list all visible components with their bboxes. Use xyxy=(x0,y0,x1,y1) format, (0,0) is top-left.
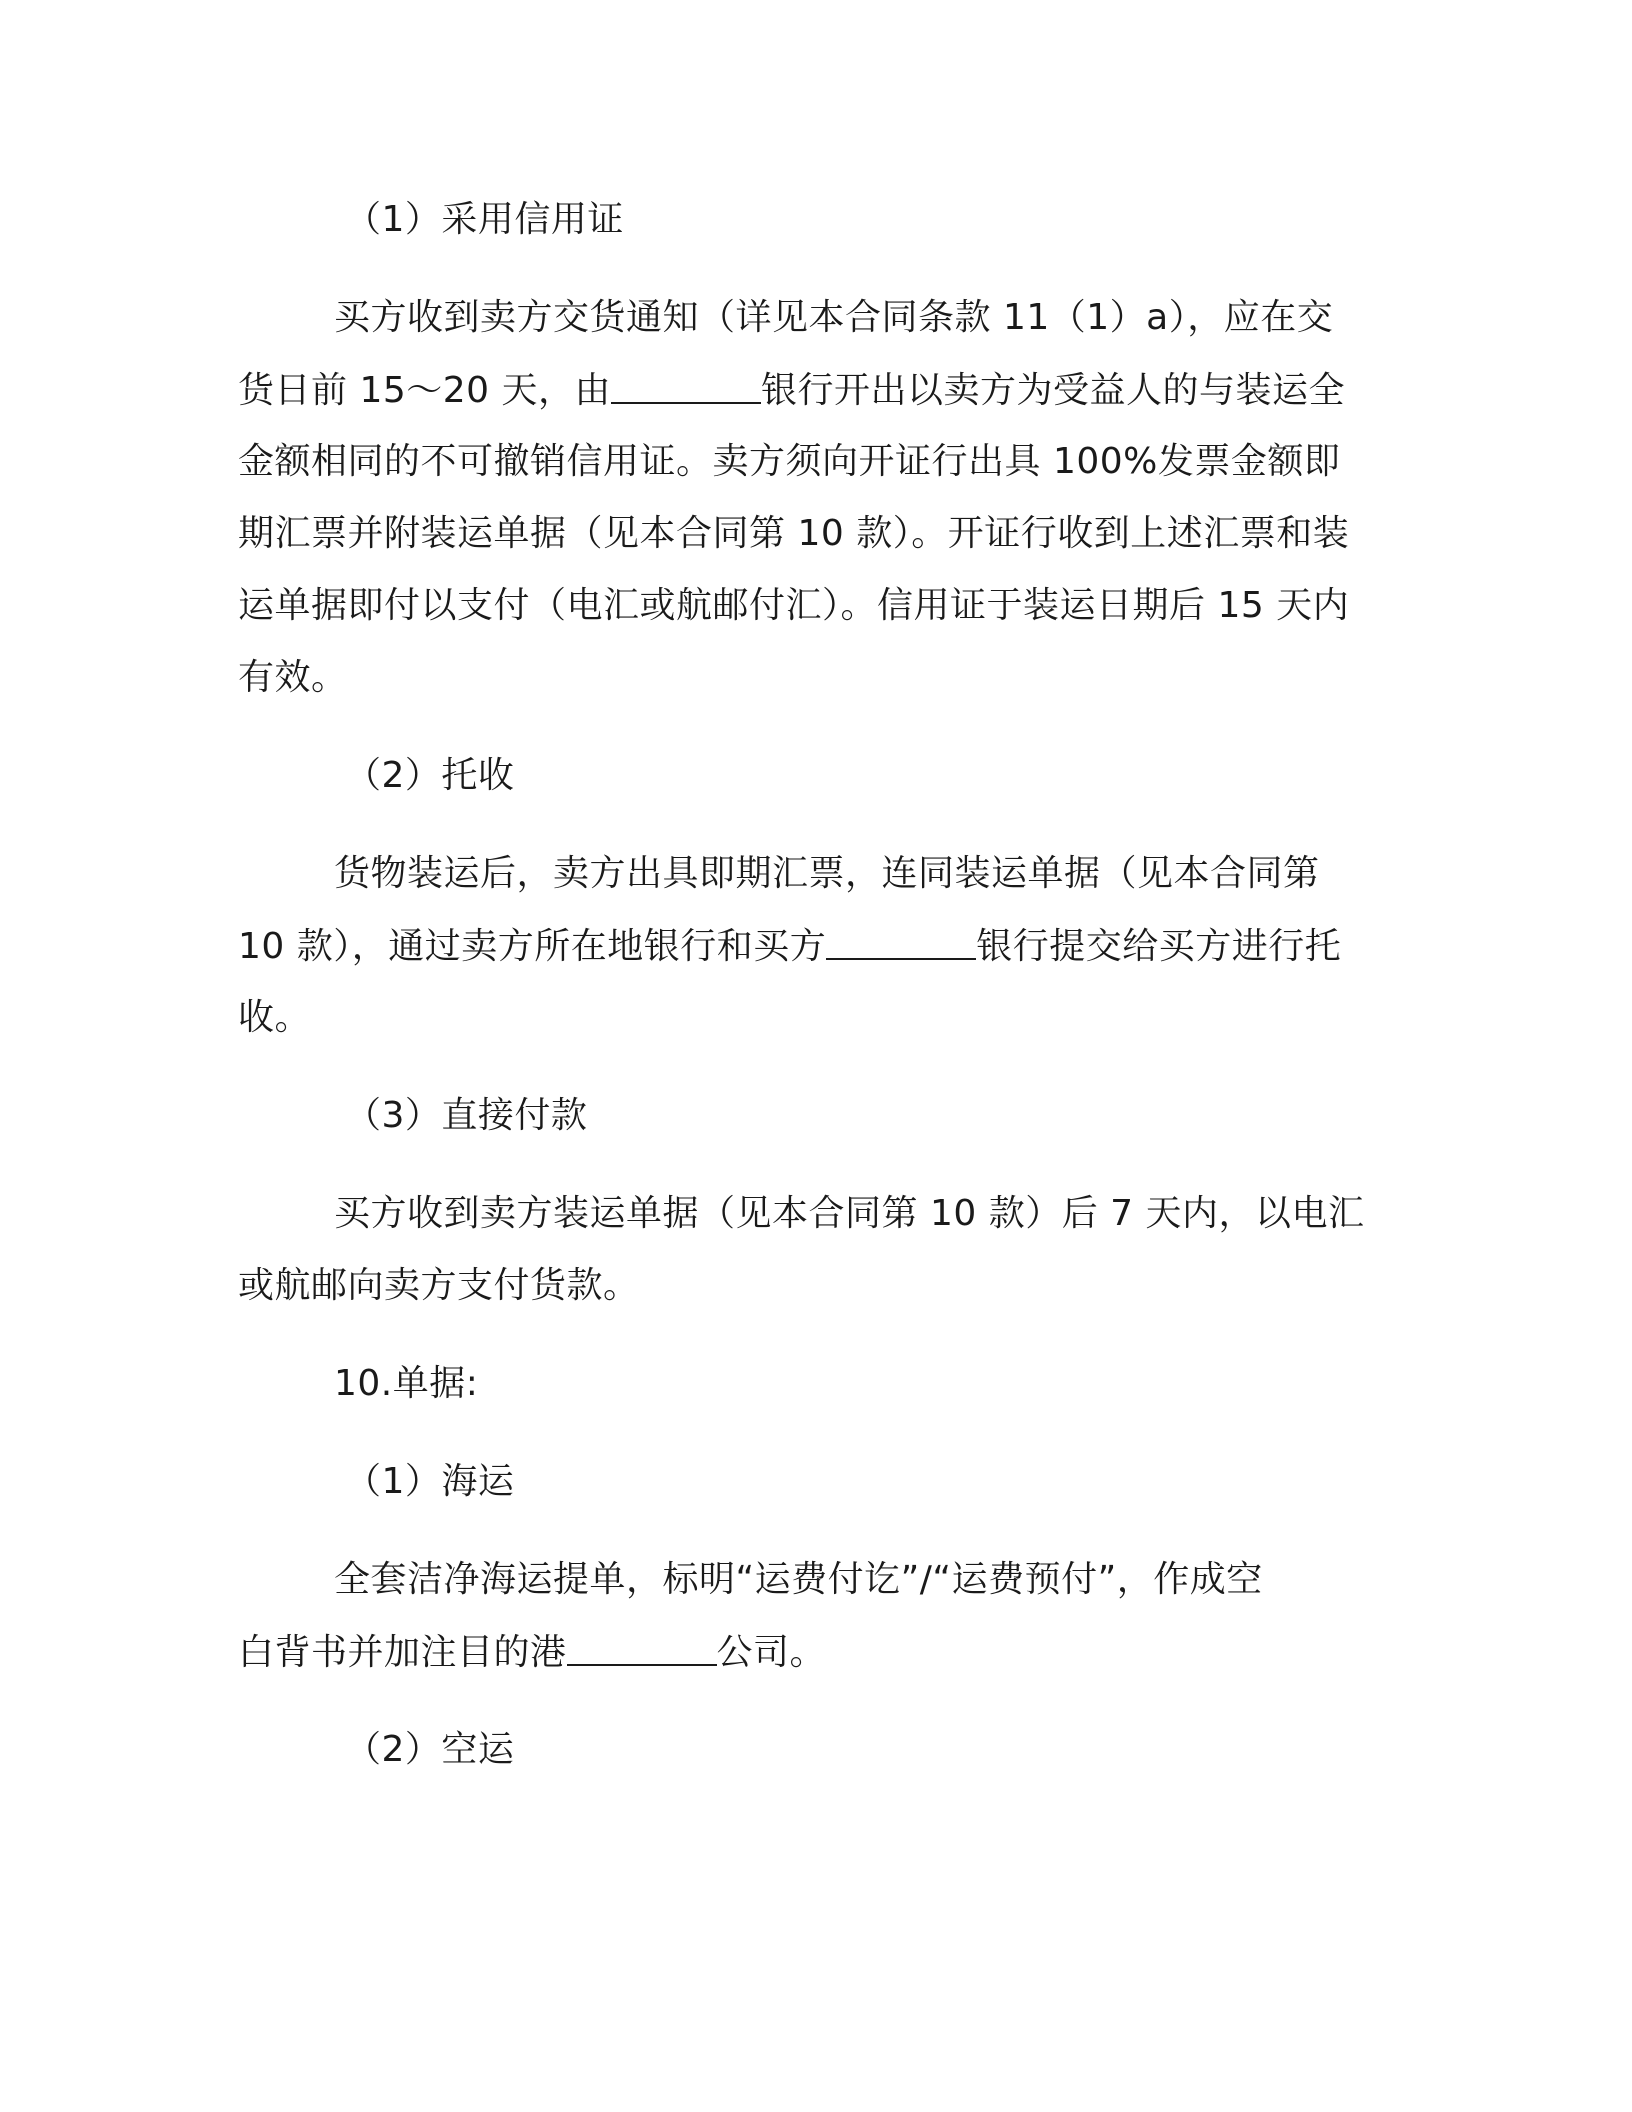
section-heading-collection: （2）托收 xyxy=(345,755,515,796)
paragraph-line: 买方收到卖方装运单据（见本合同第 10 款）后 7 天内，以电汇 xyxy=(334,1193,1365,1234)
section-heading-sea-transport: （1）海运 xyxy=(345,1461,515,1502)
paragraph-line: 收。 xyxy=(238,997,312,1038)
paragraph-line: 运单据即付以支付（电汇或航邮付汇）。信用证于装运日期后 15 天内 xyxy=(238,585,1350,626)
paragraph-line: 买方收到卖方交货通知（详见本合同条款 11（1）a），应在交 xyxy=(334,297,1334,338)
text-segment: 白背书并加注目的港 xyxy=(238,1632,567,1673)
paragraph-line: 金额相同的不可撤销信用证。卖方须向开证行出具 100%发票金额即 xyxy=(238,441,1341,482)
paragraph-line xyxy=(238,366,1345,415)
fill-in-blank-destination-port xyxy=(567,1628,717,1666)
paragraph-line: 期汇票并附装运单据（见本合同第 10 款）。开证行收到上述汇票和装 xyxy=(238,513,1350,554)
text-segment: 银行开出以卖方为受益人的与装运全 xyxy=(761,370,1346,411)
paragraph-line: 货物装运后，卖方出具即期汇票，连同装运单据（见本合同第 xyxy=(334,853,1320,894)
section-heading-direct-payment: （3）直接付款 xyxy=(345,1095,588,1136)
text-segment: 银行提交给买方进行托 xyxy=(976,926,1342,967)
paragraph-line: 或航邮向卖方支付货款。 xyxy=(238,1265,640,1306)
section-heading-documents: 10.单据: xyxy=(334,1363,479,1404)
paragraph-line xyxy=(238,922,1341,971)
paragraph-line xyxy=(238,1628,826,1677)
paragraph-line: 有效。 xyxy=(238,657,348,698)
paragraph-line: 全套洁净海运提单，标明“运费付讫”/“运费预付”，作成空 xyxy=(334,1559,1263,1600)
section-heading-air-transport: （2）空运 xyxy=(345,1729,515,1770)
text-segment: 货日前 15～20 天，由 xyxy=(238,370,612,411)
text-segment: 公司。 xyxy=(716,1632,827,1673)
text-segment: 10 款），通过卖方所在地银行和买方 xyxy=(238,926,827,967)
fill-in-blank-buyer-bank xyxy=(826,922,976,960)
fill-in-blank-bank xyxy=(611,366,761,404)
section-heading-letter-of-credit: （1）采用信用证 xyxy=(345,199,624,240)
